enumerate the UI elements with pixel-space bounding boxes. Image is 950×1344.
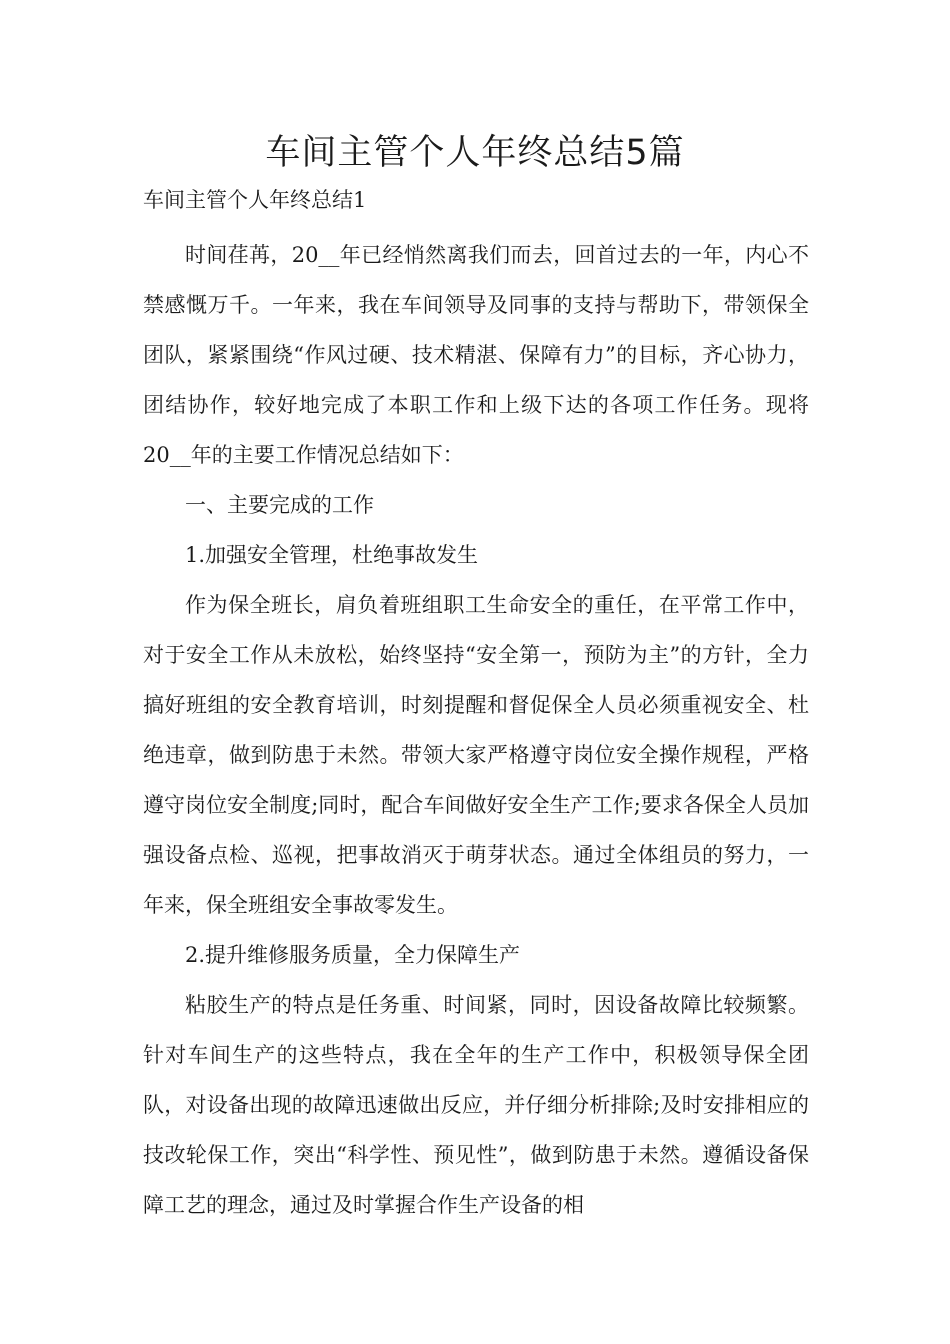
- section-heading-main-work: 一、主要完成的工作: [185, 493, 374, 517]
- item-heading-safety: 1.加强安全管理，杜绝事故发生: [185, 543, 479, 567]
- document-subtitle: 车间主管个人年终总结1: [143, 188, 367, 212]
- safety-paragraph: 作为保全班长，肩负着班组职工生命安全的重任，在平常工作中，对于安全工作从未放松，始终坚持“安全第一，预防为主”的方针，全力搞好班组的安全教育培训，时刻提醒和督促保全人员必须重视安全、杜绝违章，做到防患于未然。带领大家严格遵守岗位安全操作规程，严格遵守岗位安全制度;同时，配合车间做好安全生产工作;要求各保全人员加强设备点检、巡视，把事故消灭于萌芽状态。通过全体组员的努力，一年来，保全班组安全事故零发生。: [143, 593, 809, 917]
- document-body: [143, 230, 809, 1230]
- item-heading-maintenance: 2.提升维修服务质量，全力保障生产: [185, 943, 521, 967]
- maintenance-paragraph: 粘胶生产的特点是任务重、时间紧，同时，因设备故障比较频繁。针对车间生产的这些特点，我在全年的生产工作中，积极领导保全团队，对设备出现的故障迅速做出反应，并仔细分析排除;及时安排相应的技改轮保工作，突出“科学性、预见性”，做到防患于未然。遵循设备保障工艺的理念，通过及时掌握合作生产设备的相: [143, 993, 809, 1217]
- intro-paragraph: 时间荏苒，20__年已经悄然离我们而去，回首过去的一年，内心不禁感慨万千。一年来，我在车间领导及同事的支持与帮助下，带领保全团队，紧紧围绕“作风过硬、技术精湛、保障有力”的目标，齐心协力，团结协作，较好地完成了本职工作和上级下达的各项工作任务。现将20__年的主要工作情况总结如下：: [143, 243, 809, 467]
- document-title: 车间主管个人年终总结5篇: [265, 133, 685, 173]
